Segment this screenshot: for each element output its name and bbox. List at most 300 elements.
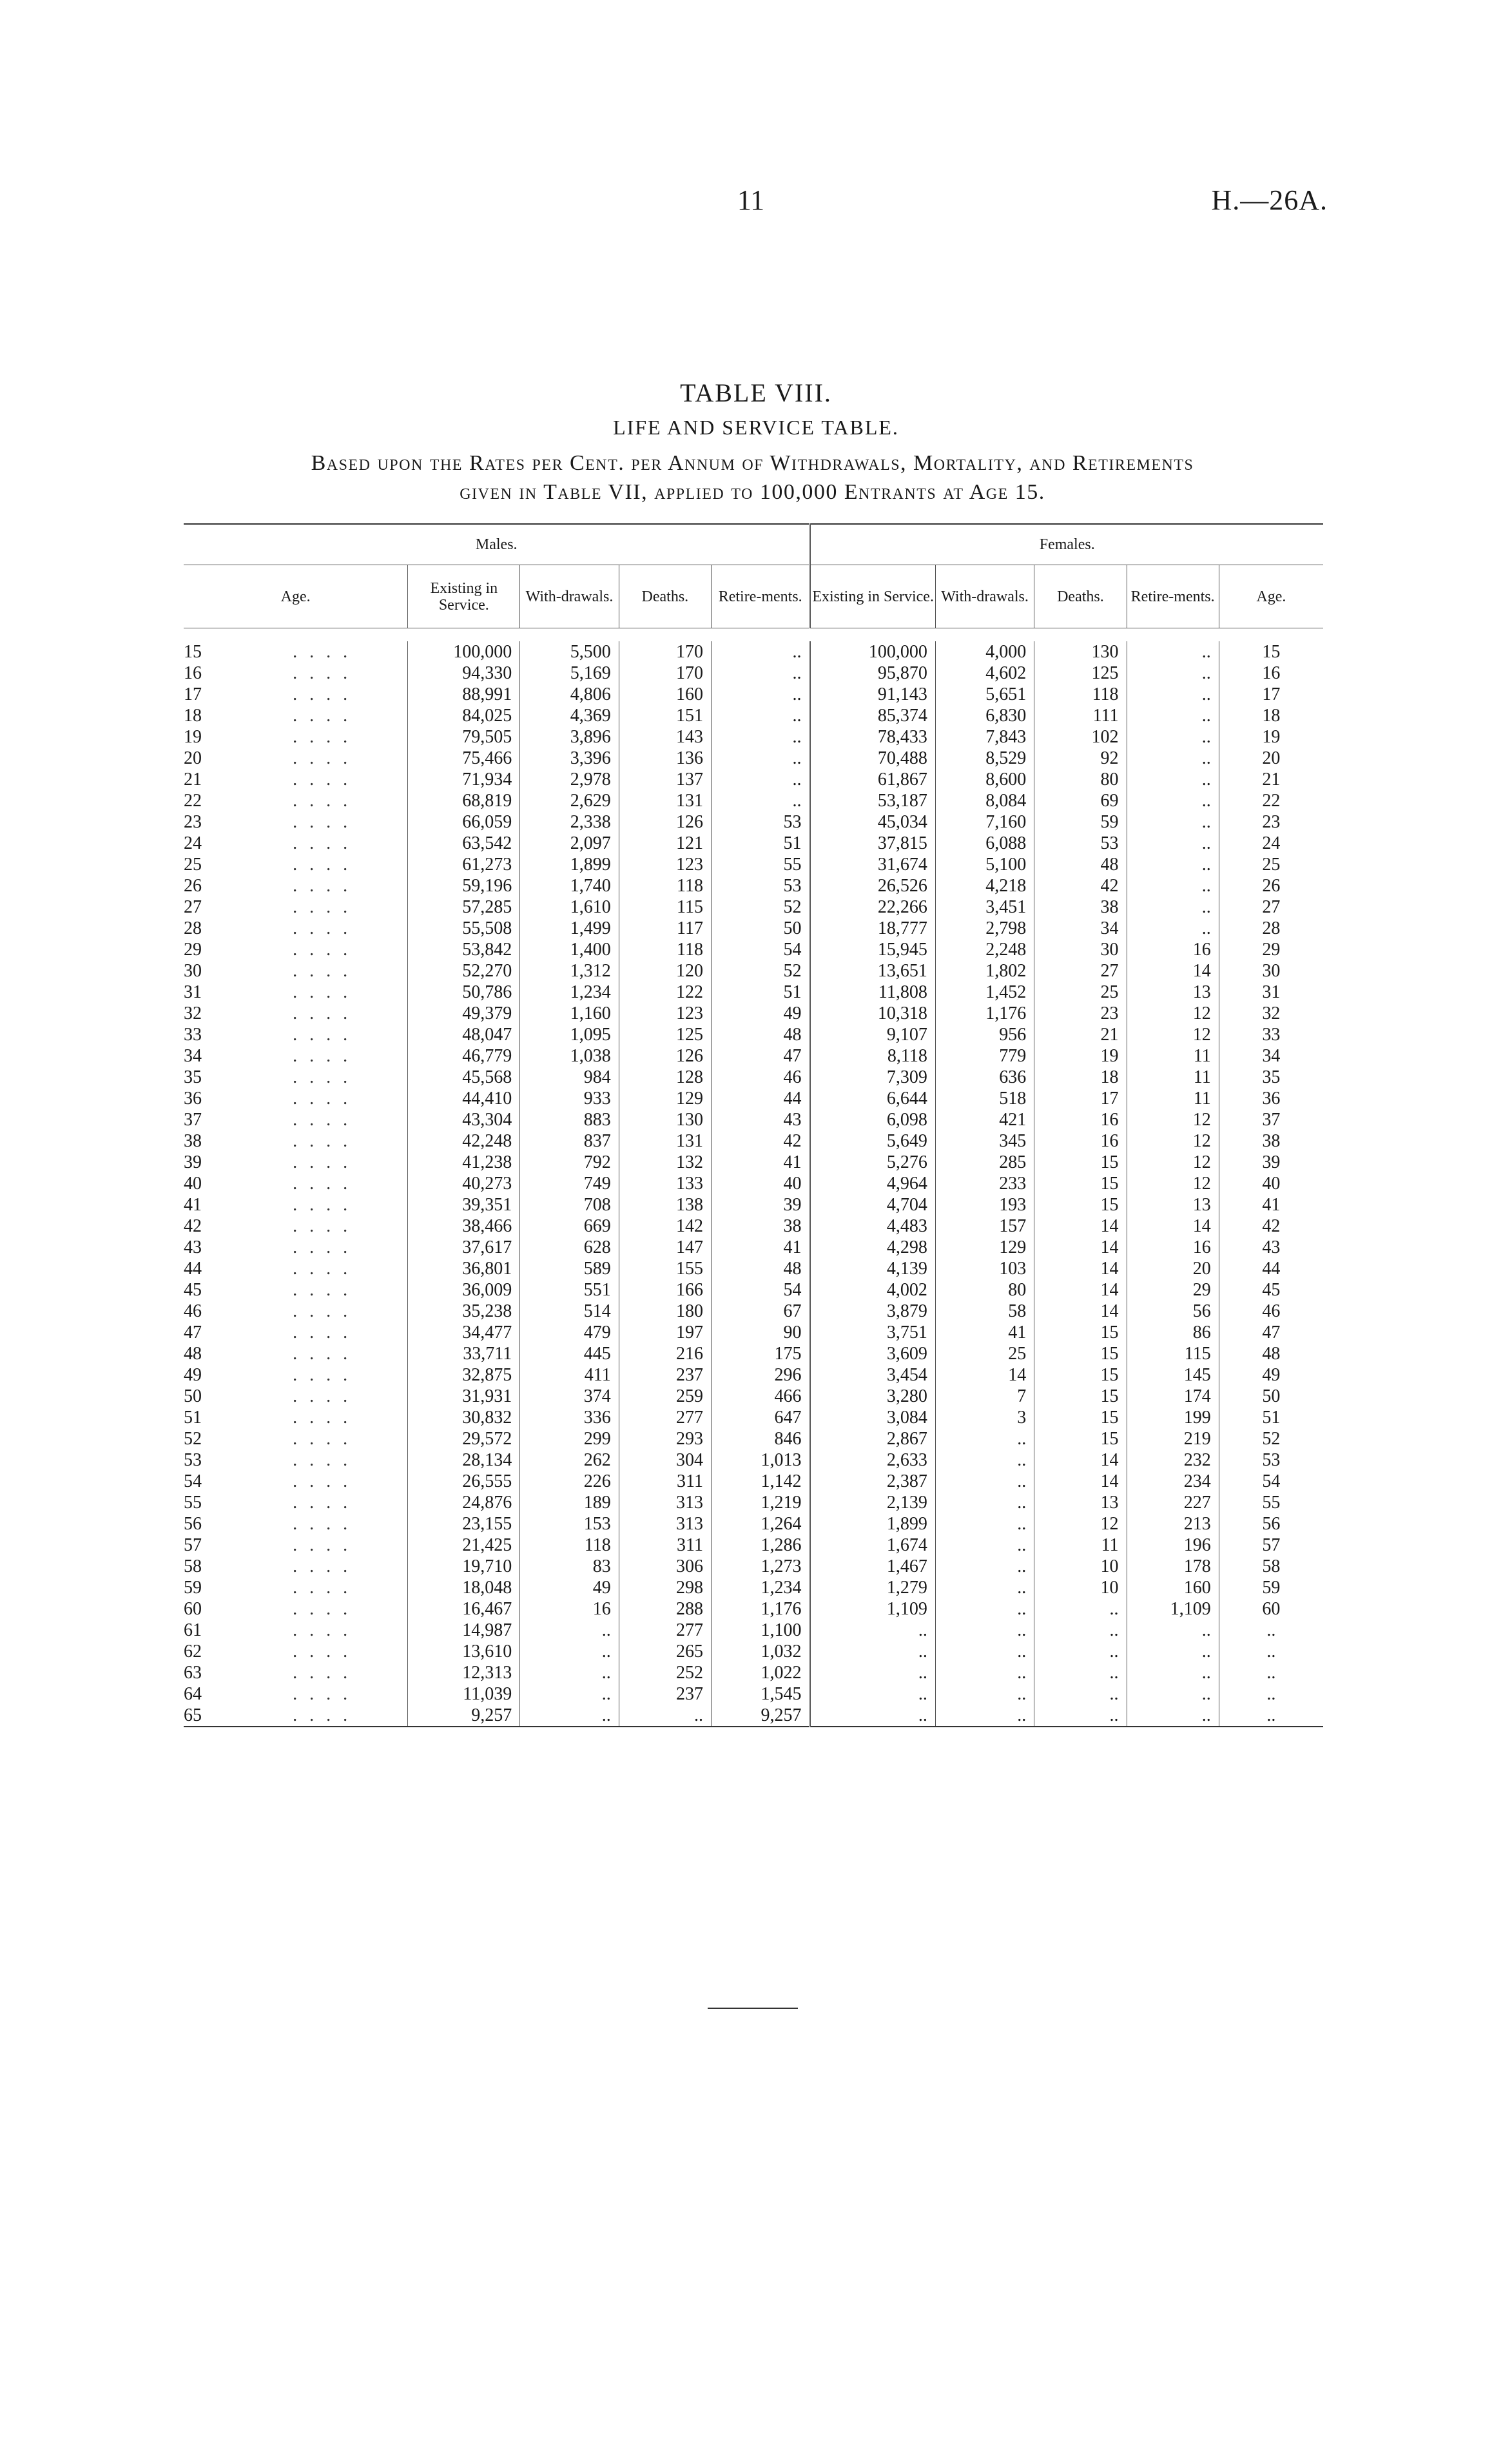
females-retirements-cell: 178 [1127, 1556, 1219, 1577]
males-deaths-cell: 118 [619, 875, 711, 896]
table-row [184, 1003, 1323, 1024]
age-right-cell: 35 [1219, 1067, 1323, 1088]
males-retirements-cell: 1,219 [711, 1492, 809, 1513]
males-deaths-cell: 311 [619, 1535, 711, 1556]
age-right-cell: 46 [1219, 1301, 1323, 1322]
age-right-cell: 57 [1219, 1535, 1323, 1556]
age-right-cell: 43 [1219, 1237, 1323, 1258]
males-existing-cell: 94,330 [408, 663, 520, 684]
females-withdrawals-cell: .. [935, 1683, 1034, 1705]
females-existing-cell: 18,777 [810, 918, 935, 939]
females-deaths-cell: 10 [1034, 1577, 1127, 1598]
females-retirements-cell: 29 [1127, 1279, 1219, 1301]
table-row [184, 1641, 1323, 1662]
females-withdrawals-cell: 421 [935, 1109, 1034, 1130]
females-deaths-cell: .. [1034, 1705, 1127, 1727]
males-existing-cell: 30,832 [408, 1407, 520, 1428]
females-retirements-cell: 11 [1127, 1088, 1219, 1109]
females-withdrawals-cell: .. [935, 1449, 1034, 1471]
females-withdrawals-cell: 1,176 [935, 1003, 1034, 1024]
leader-dots: . . . . [293, 1131, 352, 1151]
males-existing-cell: 57,285 [408, 896, 520, 918]
females-deaths-cell: 13 [1034, 1492, 1127, 1513]
females-deaths-cell: 27 [1034, 960, 1127, 982]
males-deaths-cell: 130 [619, 1109, 711, 1130]
leader-dots: . . . . [293, 1152, 352, 1172]
males-retirements-cell: 48 [711, 1024, 809, 1045]
table-row [184, 663, 1323, 684]
females-existing-cell: 8,118 [810, 1045, 935, 1067]
males-existing-cell: 75,466 [408, 748, 520, 769]
males-withdrawals-cell: 792 [520, 1152, 619, 1173]
age-cell: 21 [184, 770, 202, 790]
leader-dots: . . . . [293, 1599, 352, 1619]
leader-dots: . . . . [293, 1450, 352, 1470]
females-withdrawals-cell: .. [935, 1471, 1034, 1492]
males-deaths-cell: 306 [619, 1556, 711, 1577]
males-withdrawals-cell: 1,312 [520, 960, 619, 982]
females-retirements-cell: 20 [1127, 1258, 1219, 1279]
age-cell: 60 [184, 1599, 202, 1619]
males-deaths-cell: 313 [619, 1492, 711, 1513]
leader-dots: . . . . [293, 1535, 352, 1555]
age-cell: 54 [184, 1471, 202, 1491]
leader-dots: . . . . [293, 1237, 352, 1257]
age-cell: 40 [184, 1174, 202, 1194]
males-withdrawals-cell: 5,169 [520, 663, 619, 684]
males-existing-cell: 36,009 [408, 1279, 520, 1301]
females-deaths-cell: .. [1034, 1662, 1127, 1683]
females-withdrawals-cell: 285 [935, 1152, 1034, 1173]
males-deaths-cell: 298 [619, 1577, 711, 1598]
females-retirements-header: Retire-ments. [1127, 565, 1219, 628]
males-withdrawals-header: With-drawals. [520, 565, 619, 628]
table-row [184, 1471, 1323, 1492]
males-existing-cell: 71,934 [408, 769, 520, 790]
males-withdrawals-cell: 3,896 [520, 726, 619, 748]
males-retirements-cell: 1,286 [711, 1535, 809, 1556]
females-retirements-cell: 199 [1127, 1407, 1219, 1428]
males-existing-cell: 50,786 [408, 982, 520, 1003]
leader-dots: . . . . [293, 1556, 352, 1576]
males-withdrawals-cell: .. [520, 1683, 619, 1705]
males-deaths-cell: 120 [619, 960, 711, 982]
females-existing-cell: 1,899 [810, 1513, 935, 1535]
table-row [184, 1449, 1323, 1471]
age-right-cell: 21 [1219, 769, 1323, 790]
females-deaths-cell: 14 [1034, 1237, 1127, 1258]
females-withdrawals-cell: 1,802 [935, 960, 1034, 982]
age-cell: 49 [184, 1365, 202, 1385]
males-existing-cell: 48,047 [408, 1024, 520, 1045]
females-withdrawals-cell: 5,100 [935, 854, 1034, 875]
females-deaths-header: Deaths. [1034, 565, 1127, 628]
males-existing-cell: 88,991 [408, 684, 520, 705]
females-withdrawals-cell: 157 [935, 1216, 1034, 1237]
females-withdrawals-cell: 14 [935, 1364, 1034, 1386]
table-row [184, 1045, 1323, 1067]
females-existing-cell: 91,143 [810, 684, 935, 705]
females-retirements-cell: .. [1127, 748, 1219, 769]
females-withdrawals-cell: 103 [935, 1258, 1034, 1279]
males-retirements-cell: .. [711, 641, 809, 663]
males-deaths-cell: 137 [619, 769, 711, 790]
females-existing-cell: 1,279 [810, 1577, 935, 1598]
males-withdrawals-cell: 2,629 [520, 790, 619, 811]
leader-dots: . . . . [293, 1046, 352, 1066]
table-description-line-2: given in Table VII, applied to 100,000 Entrants at Age 15. [460, 480, 1045, 504]
males-deaths-cell: 126 [619, 1045, 711, 1067]
females-existing-cell: 5,649 [810, 1130, 935, 1152]
age-right-cell: 47 [1219, 1322, 1323, 1343]
females-withdrawals-cell: .. [935, 1556, 1034, 1577]
females-deaths-cell: 10 [1034, 1556, 1127, 1577]
females-withdrawals-cell: .. [935, 1428, 1034, 1449]
females-retirements-cell: .. [1127, 684, 1219, 705]
males-existing-cell: 49,379 [408, 1003, 520, 1024]
males-withdrawals-cell: 2,978 [520, 769, 619, 790]
females-deaths-cell: 16 [1034, 1130, 1127, 1152]
age-cell: 35 [184, 1067, 202, 1087]
females-withdrawals-cell: 7,160 [935, 811, 1034, 833]
leader-dots: . . . . [293, 918, 352, 938]
females-deaths-cell: 42 [1034, 875, 1127, 896]
males-deaths-cell: 313 [619, 1513, 711, 1535]
males-withdrawals-cell: 1,400 [520, 939, 619, 960]
males-deaths-cell: 151 [619, 705, 711, 726]
males-deaths-cell: 123 [619, 854, 711, 875]
age-right-cell: 50 [1219, 1386, 1323, 1407]
males-existing-cell: 42,248 [408, 1130, 520, 1152]
females-retirements-cell: .. [1127, 1705, 1219, 1727]
females-withdrawals-cell: 41 [935, 1322, 1034, 1343]
males-deaths-cell: 132 [619, 1152, 711, 1173]
females-deaths-cell: 12 [1034, 1513, 1127, 1535]
table-row [184, 684, 1323, 705]
males-deaths-cell: 131 [619, 790, 711, 811]
age-right-cell: 19 [1219, 726, 1323, 748]
males-withdrawals-cell: 83 [520, 1556, 619, 1577]
females-existing-cell: 9,107 [810, 1024, 935, 1045]
age-cell: 34 [184, 1046, 202, 1066]
leader-dots: . . . . [293, 1408, 352, 1428]
age-cell: 20 [184, 748, 202, 768]
females-existing-cell: .. [810, 1641, 935, 1662]
males-retirements-cell: 1,013 [711, 1449, 809, 1471]
leader-dots: . . . . [293, 1067, 352, 1087]
leader-dots: . . . . [293, 1089, 352, 1109]
females-retirements-cell: 12 [1127, 1152, 1219, 1173]
males-existing-cell: 11,039 [408, 1683, 520, 1705]
males-existing-cell: 35,238 [408, 1301, 520, 1322]
males-retirements-cell: .. [711, 663, 809, 684]
leader-dots: . . . . [293, 1344, 352, 1364]
males-retirements-cell: 44 [711, 1088, 809, 1109]
males-withdrawals-cell: 262 [520, 1449, 619, 1471]
males-existing-cell: 39,351 [408, 1194, 520, 1216]
males-retirements-cell: 466 [711, 1386, 809, 1407]
age-cell: 15 [184, 642, 202, 662]
females-withdrawals-cell: 518 [935, 1088, 1034, 1109]
females-deaths-cell: 69 [1034, 790, 1127, 811]
age-cell: 26 [184, 876, 202, 896]
males-existing-cell: 46,779 [408, 1045, 520, 1067]
age-right-cell: 30 [1219, 960, 1323, 982]
females-deaths-cell: 34 [1034, 918, 1127, 939]
males-withdrawals-cell: 749 [520, 1173, 619, 1194]
table-description-line-1: Based upon the Rates per Cent. per Annum of Withdrawals, Mortality, and Retirements [311, 451, 1194, 475]
females-deaths-cell: 15 [1034, 1428, 1127, 1449]
males-deaths-cell: 126 [619, 811, 711, 833]
females-existing-cell: 11,808 [810, 982, 935, 1003]
males-withdrawals-cell: .. [520, 1662, 619, 1683]
closing-rule [708, 2008, 798, 2009]
males-withdrawals-cell: 1,899 [520, 854, 619, 875]
females-retirements-cell: .. [1127, 918, 1219, 939]
females-existing-cell: .. [810, 1620, 935, 1641]
females-deaths-cell: 15 [1034, 1407, 1127, 1428]
age-right-cell: 49 [1219, 1364, 1323, 1386]
leader-dots: . . . . [293, 1003, 352, 1023]
females-retirements-cell: 1,109 [1127, 1598, 1219, 1620]
age-right-cell: 40 [1219, 1173, 1323, 1194]
females-deaths-cell: 14 [1034, 1279, 1127, 1301]
females-retirements-cell: .. [1127, 1662, 1219, 1683]
group-header-row [184, 524, 1323, 565]
table-row [184, 790, 1323, 811]
females-retirements-cell: 11 [1127, 1067, 1219, 1088]
females-retirements-cell: 145 [1127, 1364, 1219, 1386]
age-cell: 22 [184, 791, 202, 811]
age-right-cell: 15 [1219, 641, 1323, 663]
females-deaths-cell: 125 [1034, 663, 1127, 684]
table-row [184, 1492, 1323, 1513]
females-retirements-cell: 213 [1127, 1513, 1219, 1535]
males-retirements-cell: 53 [711, 811, 809, 833]
age-cell: 58 [184, 1556, 202, 1576]
table-row [184, 896, 1323, 918]
males-retirements-cell: 51 [711, 833, 809, 854]
leader-dots: . . . . [293, 876, 352, 896]
females-deaths-cell: .. [1034, 1598, 1127, 1620]
females-existing-cell: 31,674 [810, 854, 935, 875]
females-withdrawals-cell: .. [935, 1705, 1034, 1727]
age-cell: 30 [184, 961, 202, 981]
leader-dots: . . . . [293, 1195, 352, 1215]
females-deaths-cell: 111 [1034, 705, 1127, 726]
males-retirements-cell: 39 [711, 1194, 809, 1216]
females-deaths-cell: 15 [1034, 1173, 1127, 1194]
females-retirements-cell: .. [1127, 1683, 1219, 1705]
age-right-cell: 33 [1219, 1024, 1323, 1045]
age-right-cell: .. [1219, 1620, 1323, 1641]
table-row [184, 1173, 1323, 1194]
females-withdrawals-cell: 193 [935, 1194, 1034, 1216]
males-existing-cell: 24,876 [408, 1492, 520, 1513]
females-withdrawals-header: With-drawals. [935, 565, 1034, 628]
females-existing-cell: 3,454 [810, 1364, 935, 1386]
males-retirements-cell: 54 [711, 1279, 809, 1301]
females-retirements-cell: 12 [1127, 1003, 1219, 1024]
leader-dots: . . . . [293, 770, 352, 790]
males-existing-cell: 31,931 [408, 1386, 520, 1407]
leader-dots: . . . . [293, 727, 352, 747]
males-retirements-cell: 43 [711, 1109, 809, 1130]
males-existing-cell: 84,025 [408, 705, 520, 726]
females-existing-cell: 3,280 [810, 1386, 935, 1407]
table-row [184, 1088, 1323, 1109]
males-withdrawals-cell: 189 [520, 1492, 619, 1513]
females-deaths-cell: .. [1034, 1620, 1127, 1641]
females-retirements-cell: 12 [1127, 1173, 1219, 1194]
females-withdrawals-cell: 4,602 [935, 663, 1034, 684]
age-right-cell: 41 [1219, 1194, 1323, 1216]
males-retirements-cell: 40 [711, 1173, 809, 1194]
age-cell: 27 [184, 897, 202, 917]
females-existing-header: Existing in Service. [810, 565, 935, 628]
females-withdrawals-cell: 4,000 [935, 641, 1034, 663]
table-row [184, 1216, 1323, 1237]
age-right-cell: 56 [1219, 1513, 1323, 1535]
table-row [184, 1109, 1323, 1130]
females-existing-cell: 5,276 [810, 1152, 935, 1173]
females-retirements-cell: 16 [1127, 939, 1219, 960]
males-retirements-cell: 49 [711, 1003, 809, 1024]
males-retirements-cell: 296 [711, 1364, 809, 1386]
age-cell: 43 [184, 1237, 202, 1257]
females-retirements-cell: .. [1127, 1620, 1219, 1641]
leader-dots: . . . . [293, 663, 352, 683]
age-cell: 37 [184, 1110, 202, 1130]
males-withdrawals-cell: 1,234 [520, 982, 619, 1003]
leader-dots: . . . . [293, 1663, 352, 1683]
males-retirements-cell: .. [711, 769, 809, 790]
leader-dots: . . . . [293, 1174, 352, 1194]
males-retirements-cell: 1,545 [711, 1683, 809, 1705]
table-title: TABLE VIII. [680, 378, 832, 407]
females-deaths-cell: 15 [1034, 1322, 1127, 1343]
males-existing-cell: 26,555 [408, 1471, 520, 1492]
males-deaths-cell: 311 [619, 1471, 711, 1492]
females-withdrawals-cell: 3 [935, 1407, 1034, 1428]
males-retirements-cell: 38 [711, 1216, 809, 1237]
age-right-cell: .. [1219, 1641, 1323, 1662]
females-retirements-cell: .. [1127, 705, 1219, 726]
age-right-cell: 39 [1219, 1152, 1323, 1173]
males-withdrawals-cell: 1,499 [520, 918, 619, 939]
males-deaths-cell: 277 [619, 1620, 711, 1641]
males-retirements-cell: 647 [711, 1407, 809, 1428]
females-withdrawals-cell: 636 [935, 1067, 1034, 1088]
females-deaths-cell: 38 [1034, 896, 1127, 918]
males-withdrawals-cell: 336 [520, 1407, 619, 1428]
females-retirements-cell: 227 [1127, 1492, 1219, 1513]
females-existing-cell: 1,467 [810, 1556, 935, 1577]
males-withdrawals-cell: 374 [520, 1386, 619, 1407]
females-withdrawals-cell: .. [935, 1641, 1034, 1662]
age-right-cell: 53 [1219, 1449, 1323, 1471]
males-existing-cell: 40,273 [408, 1173, 520, 1194]
leader-dots: . . . . [293, 706, 352, 726]
males-retirements-cell: 41 [711, 1152, 809, 1173]
age-cell: 56 [184, 1514, 202, 1534]
males-deaths-cell: .. [619, 1705, 711, 1727]
males-retirements-cell: .. [711, 684, 809, 705]
females-retirements-cell: .. [1127, 663, 1219, 684]
leader-dots: . . . . [293, 684, 352, 704]
males-existing-header: Existing in Service. [408, 565, 520, 628]
males-existing-cell: 41,238 [408, 1152, 520, 1173]
males-retirements-cell: 67 [711, 1301, 809, 1322]
males-deaths-cell: 133 [619, 1173, 711, 1194]
age-cell: 17 [184, 684, 202, 704]
males-retirements-cell: .. [711, 726, 809, 748]
females-existing-cell: 70,488 [810, 748, 935, 769]
leader-dots: . . . . [293, 1110, 352, 1130]
males-retirements-cell: 42 [711, 1130, 809, 1152]
males-withdrawals-cell: 16 [520, 1598, 619, 1620]
age-cell: 36 [184, 1089, 202, 1109]
females-existing-cell: 26,526 [810, 875, 935, 896]
males-existing-cell: 79,505 [408, 726, 520, 748]
age-cell: 63 [184, 1663, 202, 1683]
females-withdrawals-cell: 779 [935, 1045, 1034, 1067]
age-cell: 45 [184, 1280, 202, 1300]
males-withdrawals-cell: 1,610 [520, 896, 619, 918]
table-row [184, 1364, 1323, 1386]
females-retirements-cell: 14 [1127, 1216, 1219, 1237]
age-right-cell: 27 [1219, 896, 1323, 918]
females-withdrawals-cell: 7 [935, 1386, 1034, 1407]
females-withdrawals-cell: 8,600 [935, 769, 1034, 790]
females-existing-cell: .. [810, 1705, 935, 1727]
females-retirements-cell: 115 [1127, 1343, 1219, 1364]
males-existing-cell: 36,801 [408, 1258, 520, 1279]
females-withdrawals-cell: 345 [935, 1130, 1034, 1152]
females-withdrawals-cell: 58 [935, 1301, 1034, 1322]
females-retirements-cell: 13 [1127, 1194, 1219, 1216]
males-retirements-cell: 1,176 [711, 1598, 809, 1620]
age-right-cell: 17 [1219, 684, 1323, 705]
males-deaths-cell: 160 [619, 684, 711, 705]
females-existing-cell: 3,609 [810, 1343, 935, 1364]
females-deaths-cell: 15 [1034, 1386, 1127, 1407]
females-withdrawals-cell: 2,798 [935, 918, 1034, 939]
leader-dots: . . . . [293, 1301, 352, 1321]
age-cell: 65 [184, 1705, 202, 1725]
females-withdrawals-cell: 8,084 [935, 790, 1034, 811]
males-withdrawals-cell: 1,038 [520, 1045, 619, 1067]
females-retirements-cell: 14 [1127, 960, 1219, 982]
table-row [184, 1343, 1323, 1364]
table-row [184, 1598, 1323, 1620]
females-retirements-cell: .. [1127, 1641, 1219, 1662]
males-deaths-cell: 293 [619, 1428, 711, 1449]
females-retirements-cell: 16 [1127, 1237, 1219, 1258]
table-row [184, 811, 1323, 833]
females-retirements-cell: 13 [1127, 982, 1219, 1003]
age-right-cell: 16 [1219, 663, 1323, 684]
females-retirements-cell: 232 [1127, 1449, 1219, 1471]
males-deaths-header: Deaths. [619, 565, 711, 628]
males-retirements-cell: .. [711, 748, 809, 769]
females-existing-cell: 3,751 [810, 1322, 935, 1343]
table-subtitle: LIFE AND SERVICE TABLE. [613, 416, 899, 439]
females-existing-cell: 4,483 [810, 1216, 935, 1237]
males-deaths-cell: 252 [619, 1662, 711, 1683]
males-existing-cell: 100,000 [408, 641, 520, 663]
females-existing-cell: 2,633 [810, 1449, 935, 1471]
